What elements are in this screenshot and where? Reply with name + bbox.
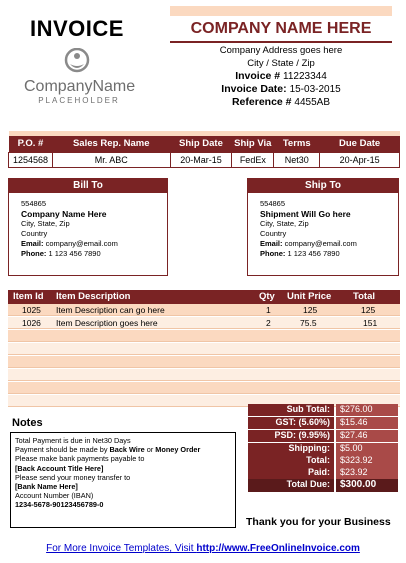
total-due-label: Total Due: (248, 479, 334, 492)
notes-line: Account Number (IBAN) (15, 491, 94, 501)
ship-to-city: City, State, Zip (260, 219, 309, 228)
thank-you-message: Thank you for your Business (246, 516, 391, 528)
item-desc: Item Description can go here (56, 305, 165, 315)
ship-to-email-value: company@email.com (284, 239, 357, 248)
bill-to-id: 554865 (21, 199, 47, 208)
ship-to-phone (260, 249, 398, 259)
shipping-value: $5.00 (336, 443, 398, 455)
item-desc: Item Description goes here (56, 318, 158, 328)
notes-text: Payment should be made by (15, 445, 110, 455)
order-header-due-date: Due Date (320, 136, 400, 152)
paid-row (248, 467, 398, 479)
header-band (170, 6, 392, 16)
total-due-row (248, 479, 398, 492)
paid-label: Paid: (248, 467, 334, 479)
gst-value: $15.46 (336, 417, 398, 429)
ship-to-title: Ship To (248, 179, 398, 193)
order-row (9, 152, 400, 167)
bill-to-phone (21, 249, 167, 259)
company-name: COMPANY NAME HERE (190, 20, 372, 37)
logo-name: CompanyName (24, 78, 136, 95)
item-price: 75.5 (300, 318, 317, 328)
items-header-price: Unit Price (287, 291, 332, 302)
order-due-date: 20-Apr-15 (320, 152, 400, 167)
order-header-terms: Terms (274, 136, 320, 152)
footer-link[interactable]: http://www.FreeOnlineInvoice.com (196, 543, 360, 554)
items-header-row (8, 290, 400, 304)
notes-line (15, 445, 231, 454)
item-row-empty (8, 330, 400, 342)
notes-box (10, 432, 236, 528)
item-total: 151 (363, 318, 378, 328)
company-address: Company Address goes here (219, 45, 343, 56)
invoice-date-label: Invoice Date: (221, 83, 290, 95)
psd-value: $27.46 (336, 430, 398, 442)
notes-line: Please make bank payments payable to (15, 454, 145, 464)
reference (170, 96, 392, 108)
ship-to-email (260, 239, 398, 249)
notes-line: Total Payment is due in Net30 Days (15, 436, 131, 445)
bill-to-city: City, State, Zip (21, 219, 70, 228)
shipping-row (248, 443, 398, 455)
shipping-label: Shipping: (248, 443, 334, 455)
notes-line: Please send your money transfer to (15, 472, 131, 482)
invoice-date-value: 15-03-2015 (289, 84, 341, 95)
gst-row (248, 417, 398, 429)
subtotal-row (248, 404, 398, 416)
paid-value: $23.92 (336, 467, 398, 479)
psd-row (248, 430, 398, 442)
invoice-number-value: 11223344 (283, 71, 327, 82)
bill-to-country: Country (21, 229, 48, 238)
items-header-qty: Qty (259, 291, 275, 302)
total-label: Total: (248, 455, 334, 467)
ship-to-country: Country (260, 229, 287, 238)
item-row-empty (8, 382, 400, 394)
item-qty: 1 (266, 305, 271, 315)
footer-prefix: For More Invoice Templates, Visit (46, 543, 197, 554)
order-rep: Mr. ABC (52, 152, 170, 167)
order-header-ship-date: Ship Date (170, 136, 232, 152)
bill-to-email (21, 239, 167, 249)
ship-to-phone-label: Phone: (260, 249, 288, 258)
bill-to-phone-label: Phone: (21, 249, 49, 258)
bill-to-title: Bill To (9, 179, 167, 193)
order-header-row (9, 136, 400, 152)
item-total: 125 (361, 305, 376, 315)
order-header-po: P.O. # (9, 136, 53, 152)
item-id: 1025 (22, 305, 41, 315)
order-header-rep: Sales Rep. Name (52, 136, 170, 152)
notes-bold: Back Wire (109, 445, 145, 455)
item-row-empty (8, 343, 400, 355)
item-qty: 2 (266, 318, 271, 328)
reference-label: Reference # (231, 96, 295, 108)
item-row-empty (8, 356, 400, 368)
notes-line: [Back Account Title Here] (15, 463, 104, 473)
reference-value: 4455AB (294, 97, 331, 108)
order-terms: Net30 (274, 152, 320, 167)
bill-to-phone-value: 1 123 456 7890 (48, 249, 101, 258)
order-table (8, 131, 400, 168)
bill-to-email-value: company@email.com (45, 239, 118, 248)
notes-line: [Bank Name Here] (15, 482, 78, 492)
bill-to-email-label: Email: (21, 239, 46, 248)
footer (0, 543, 406, 554)
bill-to-name: Company Name Here (21, 209, 107, 219)
ship-to-email-label: Email: (260, 239, 285, 248)
notes-text: or (144, 445, 156, 455)
subtotal-label: Sub Total: (248, 404, 334, 416)
order-header-ship-via: Ship Via (232, 136, 274, 152)
notes-bold: Money Order (155, 445, 201, 455)
notes-line: 1234-5678-90123456789-0 (15, 500, 104, 510)
order-ship-date: 20-Mar-15 (170, 152, 232, 167)
total-row (248, 455, 398, 467)
total-value: $323.92 (336, 455, 398, 467)
items-header-desc: Item Description (56, 291, 131, 302)
ship-to-name: Shipment Will Go here (260, 209, 351, 219)
order-ship-via: FedEx (232, 152, 274, 167)
invoice-date (170, 83, 392, 95)
psd-label: PSD: (9.95%) (248, 430, 334, 442)
bill-to-box (8, 178, 168, 276)
ship-to-phone-value: 1 123 456 7890 (287, 249, 340, 258)
company-city: City / State / Zip (247, 58, 315, 69)
subtotal-value: $276.00 (336, 404, 398, 416)
item-id: 1026 (22, 318, 41, 328)
total-due-value: $300.00 (336, 479, 398, 492)
company-logo (24, 48, 134, 108)
item-price: 125 (303, 305, 318, 315)
company-rule (170, 41, 392, 43)
invoice-title: INVOICE (30, 16, 124, 41)
logo-subtitle: PLACEHOLDER (38, 96, 120, 105)
item-row (8, 317, 400, 329)
logo-emblem-icon (60, 48, 94, 76)
invoice-number-label: Invoice # (235, 70, 284, 82)
item-row-empty (8, 369, 400, 381)
ship-to-id: 554865 (260, 199, 286, 208)
gst-label: GST: (5.60%) (248, 417, 334, 429)
ship-to-box (247, 178, 399, 276)
notes-title: Notes (12, 417, 43, 429)
items-header-total: Total (353, 291, 375, 302)
invoice-number (170, 70, 392, 82)
items-header-id: Item Id (13, 291, 44, 302)
item-row (8, 304, 400, 316)
order-po: 1254568 (9, 152, 53, 167)
